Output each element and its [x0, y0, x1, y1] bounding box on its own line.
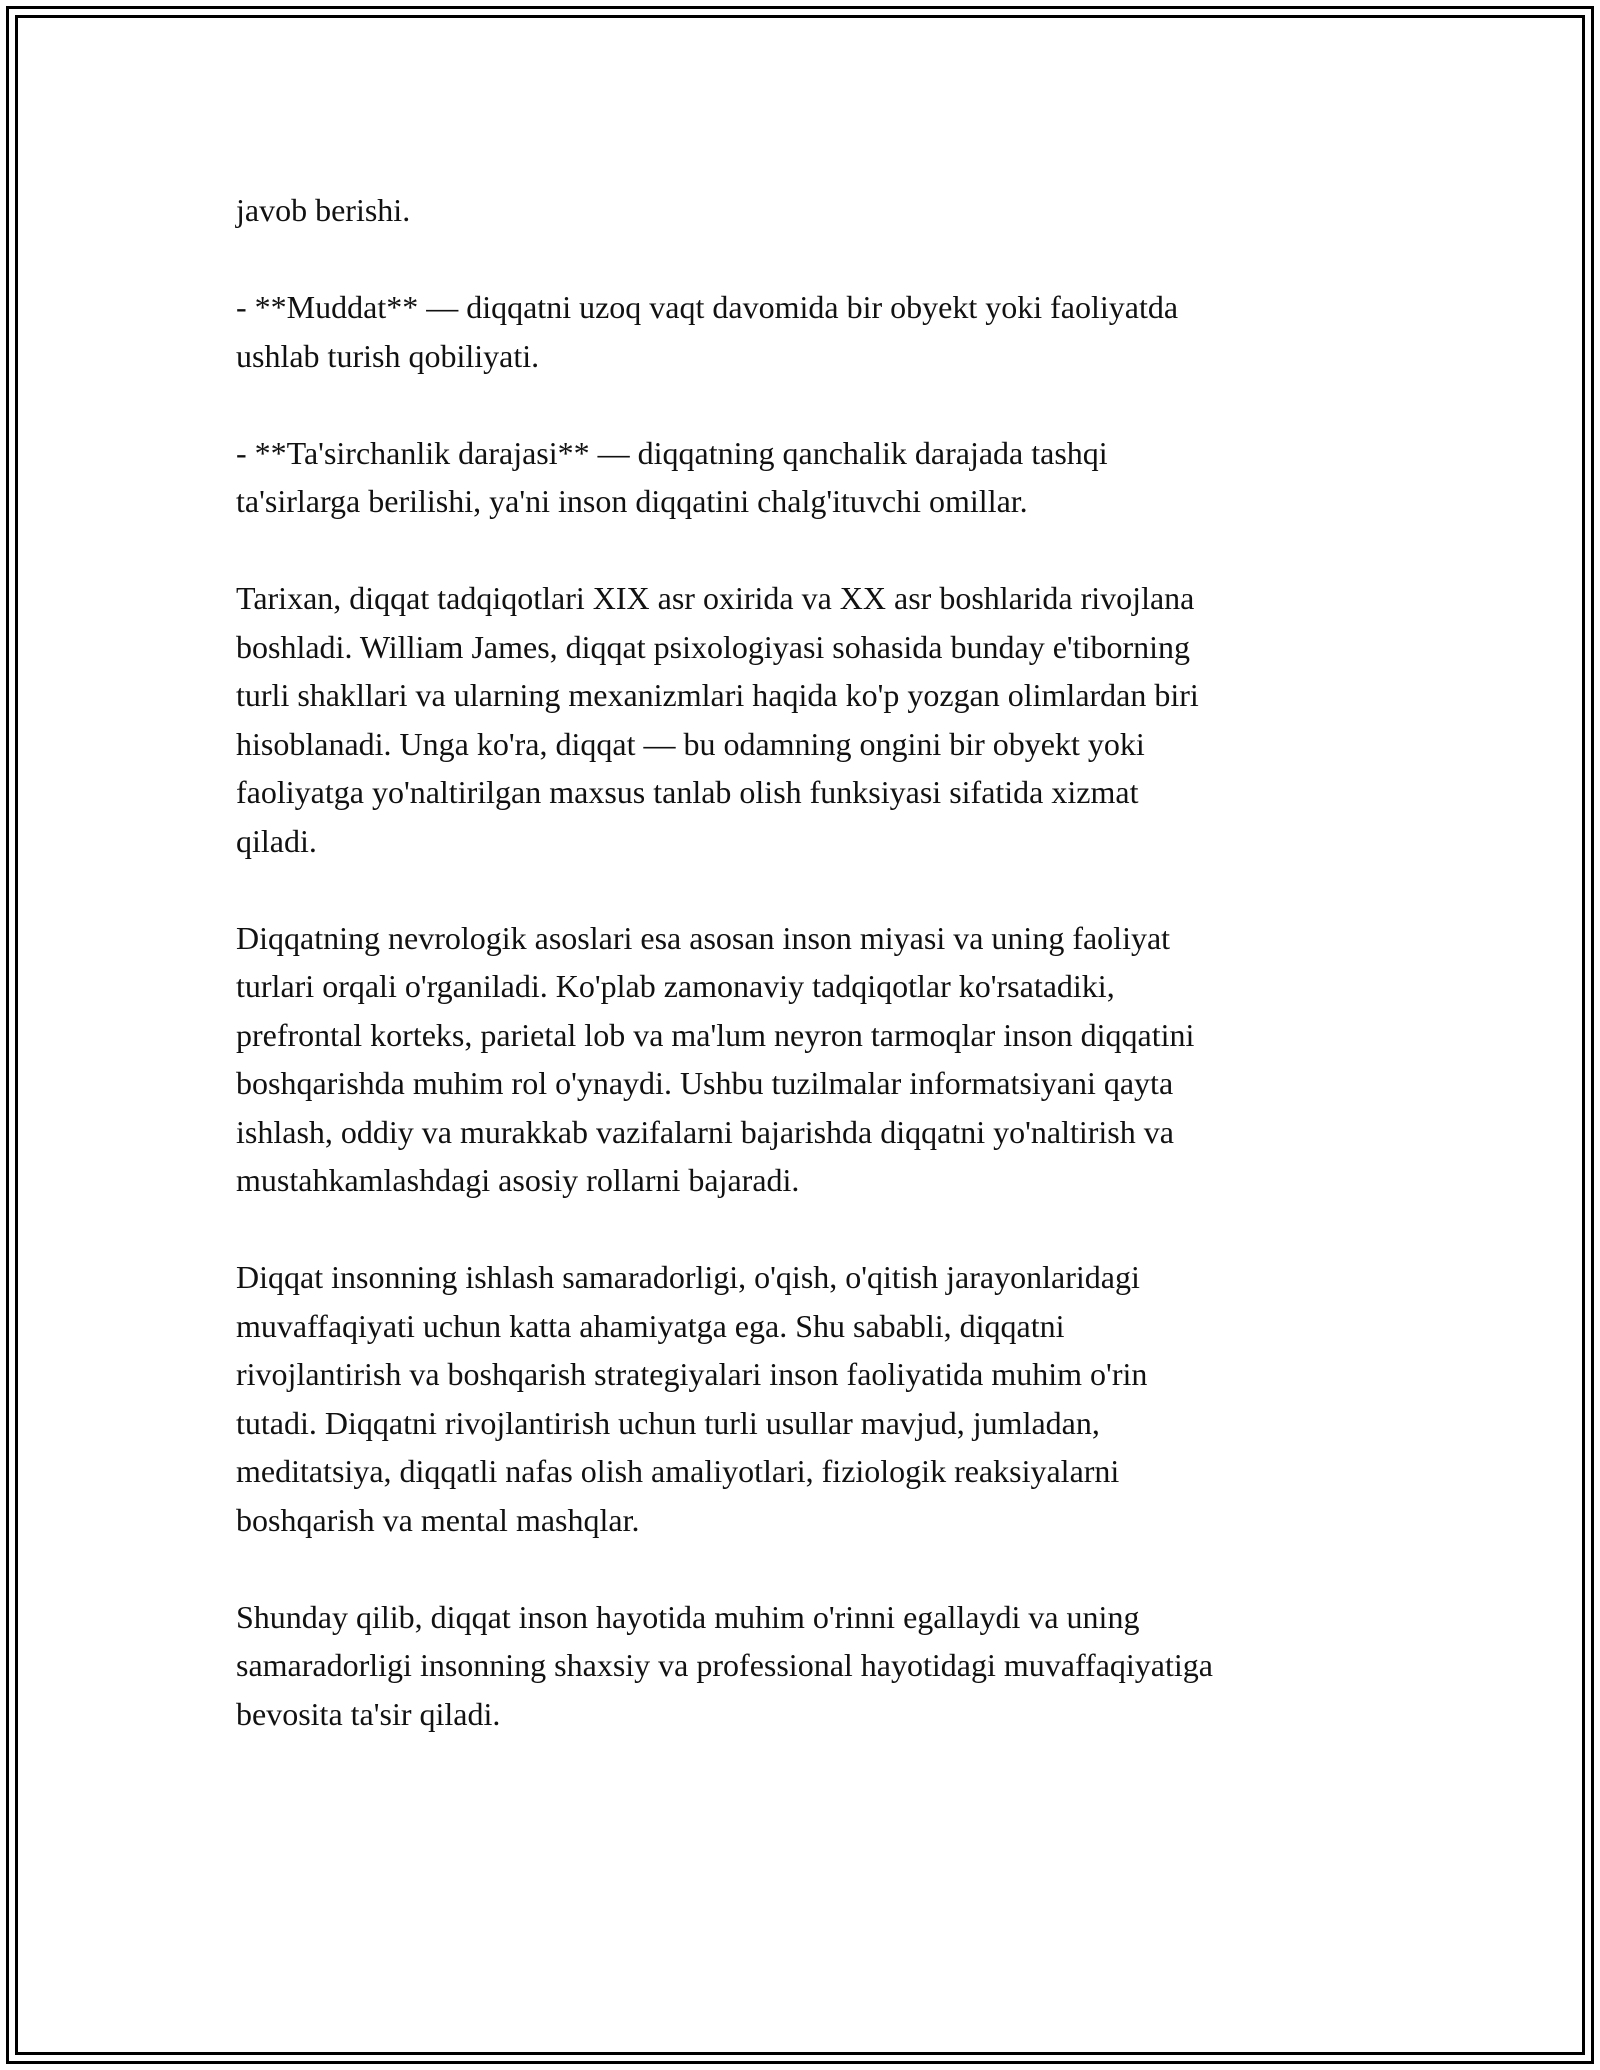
- text-line: faoliyatga yo'naltirilgan maxsus tanlab olish funksiyasi sifatida xizmat: [236, 774, 1139, 810]
- text-line: tutadi. Diqqatni rivojlantirish uchun turli usullar mavjud, jumladan,: [236, 1404, 1100, 1441]
- text-line: Shunday qilib, diqqat inson hayotida muhim o'rinni egallaydi va uning: [236, 1598, 1140, 1635]
- text-line: ishlash, oddiy va murakkab vazifalarni bajarishda diqqatni yo'naltirish va: [236, 1113, 1174, 1150]
- text-line: ta'sirlarga berilishi, ya'ni inson diqqatini chalg'ituvchi omillar.: [236, 483, 1028, 519]
- text-line: mustahkamlashdagi asosiy rollarni bajaradi.: [236, 1162, 800, 1198]
- text-line: boshladi. William James, diqqat psixologiyasi sohasida bunday e'tiborning: [236, 628, 1190, 665]
- text-line: muvaffaqiyati uchun katta ahamiyatga ega. Shu sababli, diqqatni: [236, 1307, 1065, 1344]
- text-line: bevosita ta'sir qiladi.: [236, 1695, 501, 1732]
- text-line: turli shakllari va ularning mexanizmlari haqida ko'p yozgan olimlardan biri: [236, 677, 1199, 713]
- paragraph-neurology: [236, 914, 1376, 1205]
- text-line: Diqqatning nevrologik asoslari esa asosan inson miyasi va uning faoliyat: [236, 919, 1171, 956]
- text-line: boshqarishda muhim rol o'ynaydi. Ushbu tuzilmalar informatsiyani qayta: [236, 1065, 1174, 1101]
- text-line: ushlab turish qobiliyati.: [236, 337, 540, 374]
- text-line: meditatsiya, diqqatli nafas olish amaliyotlari, fiziologik reaksiyalarni: [236, 1453, 1120, 1489]
- text-line: qiladi.: [236, 822, 317, 859]
- text-line: samaradorligi insonning shaxsiy va professional hayotidagi muvaffaqiyatiga: [236, 1647, 1213, 1683]
- paragraph-importance: [236, 1253, 1376, 1544]
- text-line: prefrontal korteks, parietal lob va ma'lum neyron tarmoqlar inson diqqatini: [236, 1016, 1195, 1053]
- text-line: rivojlantirish va boshqarish strategiyalari inson faoliyatida muhim o'rin: [236, 1356, 1148, 1392]
- text-line: Tarixan, diqqat tadqiqotlari XIX asr oxirida va XX asr boshlarida rivojlana: [236, 580, 1195, 616]
- text-line: Diqqat insonning ishlash samaradorligi, o'qish, o'qitish jarayonlaridagi: [236, 1259, 1140, 1295]
- text-line: - **Muddat** — diqqatni uzoq vaqt davomida bir obyekt yoki faoliyatda: [236, 289, 1179, 325]
- document-body: [236, 186, 1376, 1787]
- text-line: turlari orqali o'rganiladi. Ko'plab zamonaviy tadqiqotlar ko'rsatadiki,: [236, 968, 1115, 1004]
- paragraph-muddat: [236, 283, 1376, 380]
- text-line: - **Ta'sirchanlik darajasi** — diqqatning qanchalik darajada tashqi: [236, 434, 1108, 471]
- paragraph-tasirchanlik: [236, 429, 1376, 526]
- paragraph-conclusion: [236, 1593, 1376, 1739]
- text-line: boshqarish va mental mashqlar.: [236, 1501, 640, 1538]
- text-line: javob berishi.: [236, 192, 411, 228]
- paragraph-continuation: [236, 186, 1376, 235]
- text-line: hisoblanadi. Unga ko'ra, diqqat — bu odamning ongini bir obyekt yoki: [236, 725, 1145, 762]
- paragraph-history: [236, 574, 1376, 865]
